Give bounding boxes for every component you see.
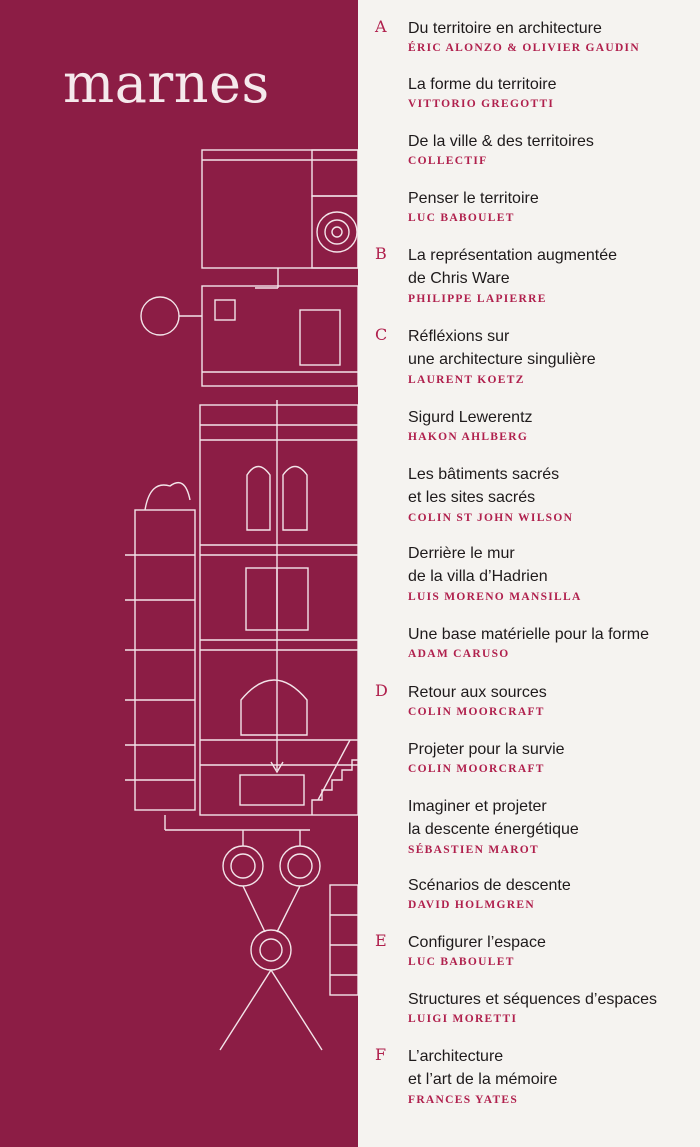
entry-author: LUIGI MORETTI — [408, 1013, 518, 1025]
entry-title-line2: de Chris Ware — [408, 270, 510, 287]
entry-title: Réfléxions sur — [408, 328, 510, 345]
brand-logo: marnes — [63, 52, 270, 115]
entry-author: COLIN MOORCRAFT — [408, 706, 545, 718]
entry-title-line2: de la villa d’Hadrien — [408, 568, 548, 585]
table-of-contents — [358, 0, 700, 1147]
entry-title: Configurer l’espace — [408, 934, 546, 951]
entry-author: COLIN ST JOHN WILSON — [408, 512, 574, 524]
entry-title-line2: une architecture singulière — [408, 351, 596, 368]
entry-title: Projeter pour la survie — [408, 741, 565, 758]
entry-author: LAURENT KOETZ — [408, 374, 525, 386]
entry-title: De la ville & des territoires — [408, 133, 594, 150]
entry-title-line2: la descente énergétique — [408, 821, 579, 838]
entry-author: VITTORIO GREGOTTI — [408, 98, 555, 110]
entry-author: PHILIPPE LAPIERRE — [408, 293, 547, 305]
section-letter: E — [375, 931, 387, 950]
entry-title: L’architecture — [408, 1048, 504, 1065]
entry-title-line2: et l’art de la mémoire — [408, 1071, 558, 1088]
entry-title: Sigurd Lewerentz — [408, 409, 533, 426]
section-letter: C — [375, 325, 388, 344]
entry-author: ADAM CARUSO — [408, 648, 510, 660]
entry-title: Derrière le mur — [408, 545, 515, 562]
entry-author: FRANCES YATES — [408, 1094, 519, 1106]
entry-author: LUC BABOULET — [408, 956, 515, 968]
entry-title: La forme du territoire — [408, 76, 557, 93]
section-letter: F — [375, 1045, 387, 1064]
entry-title: Les bâtiments sacrés — [408, 466, 560, 483]
entry-author: ÉRIC ALONZO & OLIVIER GAUDIN — [408, 42, 640, 54]
section-letter: D — [375, 681, 388, 700]
entry-title: Imaginer et projeter — [408, 798, 547, 815]
entry-title: Structures et séquences d’espaces — [408, 991, 658, 1008]
section-letter: A — [375, 17, 387, 36]
entry-title: Une base matérielle pour la forme — [408, 626, 650, 643]
entry-title-line2: et les sites sacrés — [408, 489, 536, 506]
entry-title: Retour aux sources — [408, 684, 547, 701]
entry-author: COLIN MOORCRAFT — [408, 763, 545, 775]
entry-title: Du territoire en architecture — [408, 20, 602, 37]
entry-title: La représentation augmentée — [408, 247, 618, 264]
entry-author: SÉBASTIEN MAROT — [408, 844, 540, 856]
entry-author: LUIS MORENO MANSILLA — [408, 591, 582, 603]
entry-author: LUC BABOULET — [408, 212, 515, 224]
entry-author: COLLECTIF — [408, 155, 488, 167]
entry-title: Penser le territoire — [408, 190, 539, 207]
entry-author: HAKON AHLBERG — [408, 431, 529, 443]
entry-title: Scénarios de descente — [408, 877, 571, 894]
section-letter: B — [375, 244, 387, 263]
entry-author: DAVID HOLMGREN — [408, 899, 535, 911]
